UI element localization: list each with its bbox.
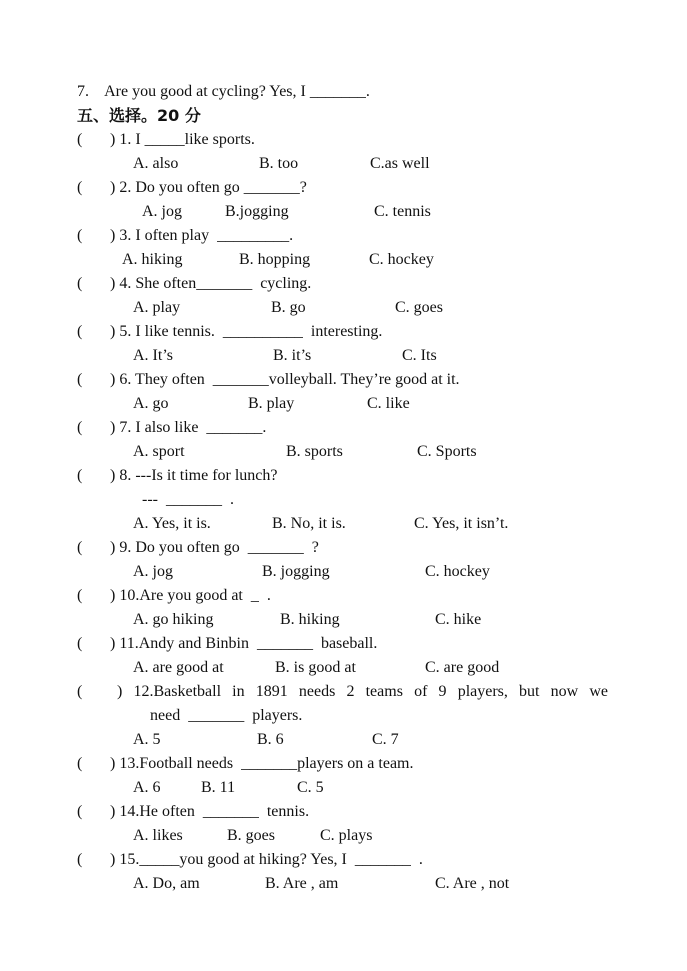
option-b: B.jogging xyxy=(225,203,289,220)
option-c: C. Sports xyxy=(417,443,477,460)
option-a: A. go hiking xyxy=(133,611,214,628)
option-b: B. hopping xyxy=(239,251,311,268)
option-c: C. hike xyxy=(435,611,482,628)
answer-bracket-open[interactable]: ( xyxy=(77,179,83,196)
option-c: C. hockey xyxy=(369,251,434,268)
option-a: A. Yes, it is. xyxy=(133,515,211,532)
option-a: A. are good at xyxy=(133,659,224,676)
option-b: B. sports xyxy=(286,443,343,460)
option-c: C. like xyxy=(367,395,410,412)
option-b: B. go xyxy=(271,299,306,316)
question-stem: ) 6. They often _______volleyball. They’re good at it. xyxy=(110,371,460,388)
option-c: C. are good xyxy=(425,659,500,676)
option-c: C. Yes, it isn’t. xyxy=(414,515,509,532)
option-b: B. it’s xyxy=(273,347,312,364)
option-b: B. goes xyxy=(227,827,275,844)
option-b: B. is good at xyxy=(275,659,356,676)
answer-bracket-open[interactable]: ( xyxy=(77,851,83,868)
option-a: A. sport xyxy=(133,443,185,460)
section-title: 五、选择。20 分 xyxy=(77,106,201,125)
option-a: A. jog xyxy=(142,203,182,220)
option-c: C. Are , not xyxy=(435,875,510,892)
question-stem: ) 7. I also like _______. xyxy=(110,419,267,436)
question-stem: ) 15._____you good at hiking? Yes, I _______ . xyxy=(110,851,423,868)
answer-bracket-open[interactable]: ( xyxy=(77,131,83,148)
question-stem: ) 2. Do you often go _______? xyxy=(110,179,307,196)
option-a: A. Do, am xyxy=(133,875,200,892)
question-stem: ) 11.Andy and Binbin _______ baseball. xyxy=(110,635,378,652)
answer-bracket-open[interactable]: ( xyxy=(77,419,83,436)
question-stem: ) 3. I often play _________. xyxy=(110,227,294,244)
option-b: B. 11 xyxy=(201,779,236,796)
option-a: A. hiking xyxy=(122,251,183,268)
option-a: A. go xyxy=(133,395,169,412)
answer-bracket-open[interactable]: ( xyxy=(77,635,83,652)
question-stem: ) 14.He often _______ tennis. xyxy=(110,803,310,820)
answer-bracket-open[interactable]: ( xyxy=(77,683,83,700)
answer-bracket-open[interactable]: ( xyxy=(77,803,83,820)
option-b: B. Are , am xyxy=(265,875,339,892)
option-b: B. 6 xyxy=(257,731,284,748)
option-b: B. jogging xyxy=(262,563,330,580)
answer-bracket-open[interactable]: ( xyxy=(77,587,83,604)
answer-bracket-open[interactable]: ( xyxy=(77,323,83,340)
question-continuation: --- _______ . xyxy=(142,491,234,508)
option-a: A. 6 xyxy=(133,779,161,796)
option-a: A. also xyxy=(133,155,179,172)
option-b: B. No, it is. xyxy=(272,515,346,532)
question-stem: ) 1. I _____like sports. xyxy=(110,131,255,148)
previous-item-7: 7. Are you good at cycling? Yes, I _______. xyxy=(77,83,370,100)
answer-bracket-open[interactable]: ( xyxy=(77,275,83,292)
option-c: C. 5 xyxy=(297,779,324,796)
option-b: B. play xyxy=(248,395,295,412)
answer-bracket-open[interactable]: ( xyxy=(77,467,83,484)
option-c: C. goes xyxy=(395,299,443,316)
option-a: A. 5 xyxy=(133,731,161,748)
option-b: B. too xyxy=(259,155,299,172)
answer-bracket-open[interactable]: ( xyxy=(77,227,83,244)
question-stem: ) 9. Do you often go _______ ? xyxy=(110,539,319,556)
answer-bracket-open[interactable]: ( xyxy=(77,539,83,556)
question-continuation: need _______ players. xyxy=(150,707,303,724)
option-c: C. 7 xyxy=(372,731,399,748)
question-stem: ) 4. She often_______ cycling. xyxy=(110,275,312,292)
question-stem: ) 13.Football needs _______players on a team. xyxy=(110,755,414,772)
question-stem: ) 12.Basketball in 1891 needs 2 teams of 9 players, but now we xyxy=(117,683,608,700)
option-c: C. Its xyxy=(402,347,437,364)
question-stem: ) 5. I like tennis. __________ interesting. xyxy=(110,323,383,340)
question-stem: ) 10.Are you good at _ . xyxy=(110,587,271,604)
option-c: C. plays xyxy=(320,827,373,844)
answer-bracket-open[interactable]: ( xyxy=(77,371,83,388)
option-c: C.as well xyxy=(370,155,430,172)
answer-bracket-open[interactable]: ( xyxy=(77,755,83,772)
option-a: A. play xyxy=(133,299,181,316)
option-c: C. tennis xyxy=(374,203,431,220)
option-a: A. It’s xyxy=(133,347,173,364)
option-b: B. hiking xyxy=(280,611,340,628)
option-a: A. jog xyxy=(133,563,173,580)
question-stem: ) 8. ---Is it time for lunch? xyxy=(110,467,278,484)
option-c: C. hockey xyxy=(425,563,490,580)
option-a: A. likes xyxy=(133,827,183,844)
